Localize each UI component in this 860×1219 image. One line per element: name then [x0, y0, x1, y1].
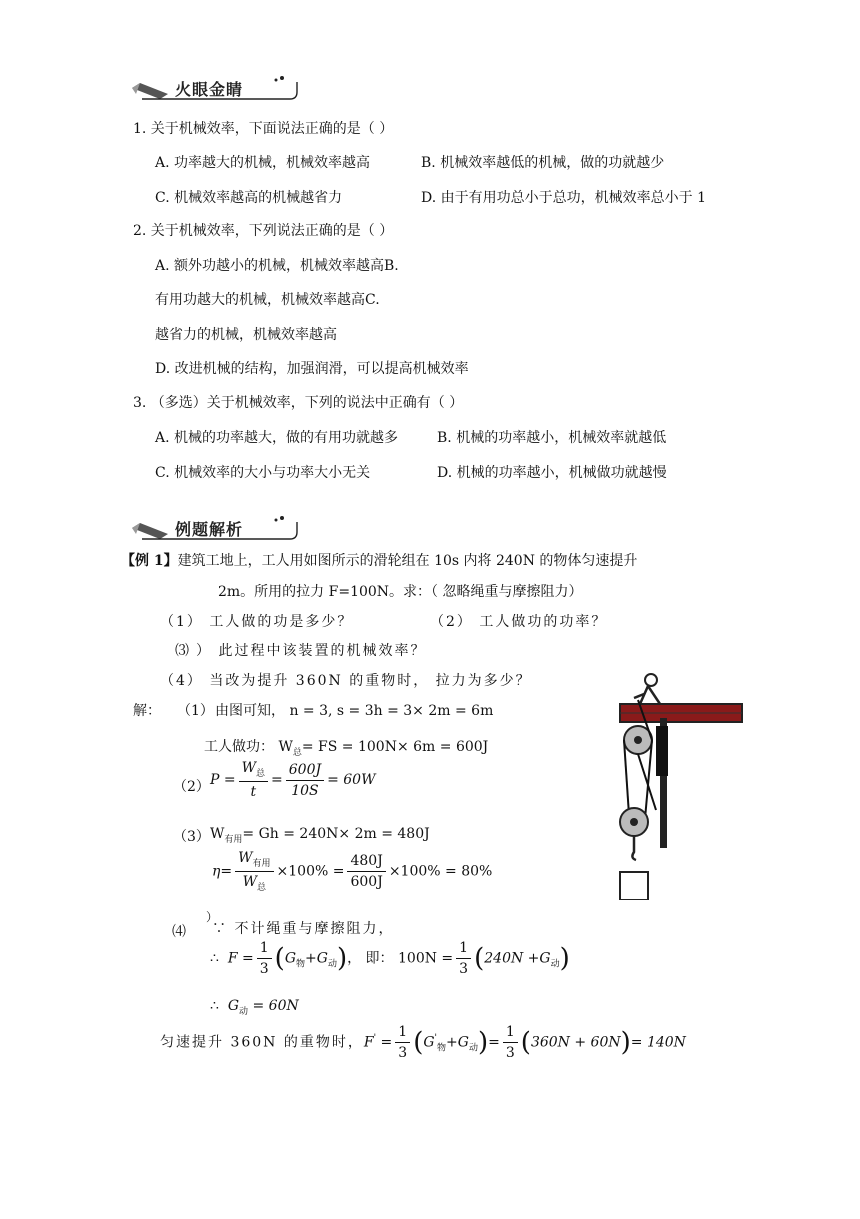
- useful-work-subscript: 有用: [224, 835, 243, 845]
- final-eq-2: =: [488, 1034, 500, 1051]
- example-text: 建筑工地上，工人用如图所示的滑轮组在 10s 内将 240N 的物体匀速提升: [177, 553, 638, 569]
- solution-label: 解：: [133, 703, 161, 719]
- fraction-one: 1: [257, 940, 272, 959]
- final-force-equation: 匀速提升 360N 的重物时，F' = $\frac{1}{3}$ $(G'_物+G_动)=$ $\frac{1}{3}$ (360N + 60N)= 140N: [160, 1024, 686, 1061]
- solution-step-1-number: （1）: [177, 703, 214, 719]
- force-inner: 240N +: [484, 950, 540, 967]
- fraction-one-2: 1: [456, 940, 471, 959]
- question-3-option-d: D. 机械的功率越小，机械做功就越慢: [437, 465, 667, 481]
- question-3-option-c: C. 机械效率的大小与功率大小无关: [155, 465, 371, 481]
- section-header-huoyanjinjing: [130, 74, 300, 104]
- power-numerator-subscript: 总: [256, 769, 266, 779]
- g-result-subscript: 动: [239, 1007, 249, 1017]
- fraction-three-2: 3: [459, 961, 469, 977]
- power-denominator: t: [250, 784, 257, 800]
- one-third-fraction: [257, 940, 272, 977]
- example-sub-question-3: ） 此过程中该装置的机械效率？: [196, 643, 427, 659]
- therefore-symbol-2: ∴: [210, 998, 219, 1014]
- solution-total-work: [204, 736, 488, 758]
- final-force-prime: ': [373, 1033, 377, 1044]
- one-third-fraction-3: [395, 1024, 410, 1061]
- efficiency-numerator-value: 480J: [347, 853, 385, 872]
- final-force-eq: =: [380, 1034, 393, 1051]
- plus-symbol: +: [305, 950, 317, 967]
- fraction-three-3: 3: [398, 1045, 408, 1061]
- question-2-line-3: 越省力的机械，机械效率越高: [155, 327, 337, 343]
- efficiency-fraction-1: [235, 850, 273, 893]
- one-third-fraction-2: [456, 940, 471, 977]
- question-3-option-a: A. 机械的功率越大，做的有用功就越多: [155, 430, 399, 446]
- question-2-stem: 2. 关于机械效率，下列说法正确的是（ ）: [133, 223, 394, 239]
- plus-symbol-2: +: [446, 1034, 458, 1051]
- force-lhs: F =: [227, 950, 254, 967]
- fraction-one-4: 1: [503, 1024, 518, 1043]
- solution-step-2-number: （2）: [173, 779, 210, 795]
- question-2-line-1: A. 额外功越小的机械，机械效率越高B.: [155, 258, 399, 274]
- final-result: = 140N: [630, 1034, 686, 1051]
- g-wu-subscript-2: 物: [437, 1043, 447, 1054]
- example-sub-question-2: （2） 工人做功的功率？: [430, 614, 608, 630]
- section-title: 火眼金睛: [175, 80, 244, 99]
- power-fraction-2: [286, 762, 324, 799]
- g-symbol: G: [284, 950, 296, 967]
- efficiency-result: ×100% = 80%: [388, 863, 493, 880]
- question-1-option-b: B. 机械效率越低的机械，做的功就越少: [421, 155, 665, 171]
- therefore-symbol: ∴: [210, 950, 219, 967]
- power-numerator-value: 600J: [286, 762, 324, 781]
- solution-step-4-number: ⑷: [172, 924, 186, 940]
- example-sub-question-1: （1） 工人做的功是多少？: [160, 614, 354, 630]
- efficiency-denominator: W: [242, 874, 258, 890]
- example-tag: 【例 1】: [121, 553, 178, 569]
- total-work-subscript: 总: [292, 748, 302, 758]
- power-eq: =: [271, 772, 283, 788]
- g-symbol-4: G: [227, 998, 240, 1014]
- g-symbol-5: G: [423, 1034, 435, 1051]
- efficiency-formula: [212, 850, 492, 893]
- ie-text: ， 即： 100N =: [347, 950, 454, 967]
- efficiency-denominator-value: 600J: [350, 874, 383, 890]
- useful-work-equation: [210, 826, 430, 845]
- question-3-option-b: B. 机械的功率越小，机械效率就越低: [437, 430, 667, 446]
- fraction-three: 3: [259, 961, 269, 977]
- g-result-value: = 60N: [252, 998, 299, 1014]
- power-formula: [210, 760, 375, 800]
- because-statement: ∵ 不计绳重与摩擦阻力，: [212, 921, 395, 937]
- final-force-symbol: F: [363, 1034, 374, 1051]
- section-title: 例题解析: [175, 520, 244, 539]
- power-lhs: P =: [210, 772, 236, 788]
- total-work-equation: = FS = 100N× 6m = 600J: [301, 739, 489, 755]
- force-equation: ∴ F = $\frac{1}{3}$ $(G_物+G_动)$， 即： 100N = $\frac{1}{3}$ $(240N +G_动)$: [210, 940, 570, 977]
- fraction-one-3: 1: [395, 1024, 410, 1043]
- pulley-system-diagram: [608, 660, 744, 900]
- efficiency-fraction-2: [347, 853, 385, 890]
- example-statement-line-2: 2m。所用的拉力 F=100N。求：（ 忽略绳重与摩擦阻力）: [218, 584, 583, 600]
- section-header-litijiexi: [130, 514, 300, 544]
- solution-step-3-number: （3）: [173, 829, 210, 845]
- efficiency-numerator-subscript: 有用: [252, 859, 271, 869]
- question-2-line-2: 有用功越大的机械，机械效率越高C.: [155, 292, 380, 308]
- g-wu-subscript: 物: [296, 959, 306, 970]
- question-1-stem: 1. 关于机械效率，下面说法正确的是（ ）: [133, 121, 394, 137]
- question-1-option-d: D. 由于有用功总小于总功，机械效率总小于 1: [421, 190, 706, 206]
- final-text: 匀速提升 360N 的重物时，: [160, 1034, 364, 1051]
- question-1-option-c: C. 机械效率越高的机械越省力: [155, 190, 343, 206]
- g-symbol-3: G: [539, 950, 551, 967]
- efficiency-denominator-subscript: 总: [257, 883, 267, 893]
- solution-step-1-text: 由图可知， n = 3, s = 3h = 3× 2m = 6m: [215, 703, 494, 719]
- example-sub-question-4: （4） 当改为提升 360N 的重物时， 拉力为多少？: [160, 673, 532, 689]
- final-inner: 360N + 60N: [530, 1034, 621, 1051]
- g-dong-subscript-3: 动: [468, 1043, 478, 1054]
- question-1-option-a: A. 功率越大的机械，机械效率越高: [155, 155, 371, 171]
- efficiency-mid: ×100% =: [276, 863, 345, 880]
- solution-step-4-paren: ）: [206, 910, 219, 924]
- useful-work-rhs: = Gh = 240N× 2m = 480J: [242, 826, 430, 842]
- g-dong-result: [210, 998, 299, 1017]
- useful-work-label: W: [210, 826, 225, 842]
- power-result: = 60W: [327, 772, 376, 788]
- g-prime: ': [434, 1033, 438, 1044]
- power-numerator: W: [241, 760, 256, 776]
- total-work-label: 工人做功： W: [204, 739, 293, 755]
- g-dong-subscript: 动: [327, 959, 337, 970]
- question-2-line-4: D. 改进机械的结构，加强润滑，可以提高机械效率: [155, 361, 469, 377]
- efficiency-lhs: η=: [212, 863, 233, 880]
- power-fraction-1: [239, 760, 268, 800]
- g-dong-subscript-2: 动: [550, 959, 560, 970]
- g-symbol-2: G: [316, 950, 328, 967]
- efficiency-numerator: W: [238, 850, 253, 866]
- example-statement-line-1: [121, 550, 637, 570]
- fraction-three-4: 3: [505, 1045, 515, 1061]
- question-3-stem: 3. （多选）关于机械效率，下列的说法中正确有（ ）: [133, 395, 464, 411]
- example-sub-question-3-number: ⑶: [175, 643, 189, 659]
- g-symbol-6: G: [457, 1034, 469, 1051]
- power-denominator-value: 10S: [291, 782, 319, 799]
- one-third-fraction-4: [503, 1024, 518, 1061]
